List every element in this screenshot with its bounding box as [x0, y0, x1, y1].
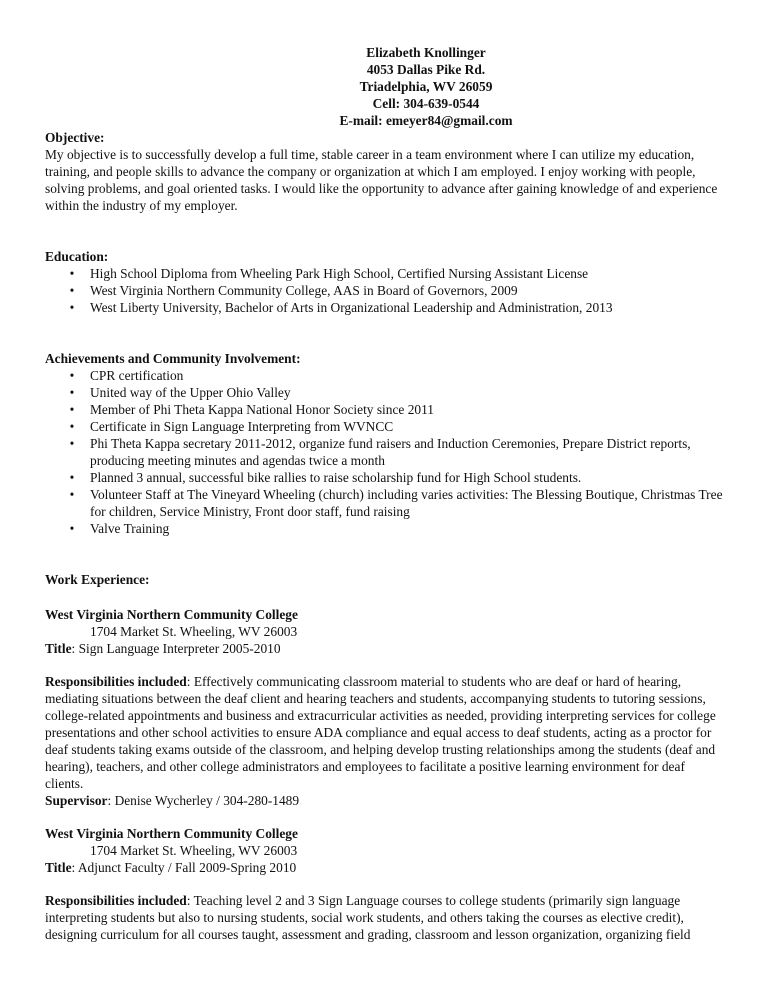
bullet-icon: •	[69, 266, 75, 281]
employer-address: 1704 Market St. Wheeling, WV 26003	[90, 843, 298, 858]
bullet-icon: •	[69, 419, 75, 434]
education-list	[45, 265, 725, 316]
city-state-zip: Triadelphia, WV 26059	[359, 79, 493, 94]
job-entry	[45, 606, 725, 809]
employer-name: West Virginia Northern Community College	[45, 607, 298, 622]
objective-heading: Objective:	[45, 130, 105, 145]
list-item: • West Virginia Northern Community College, AAS in Board of Governors, 2009	[45, 282, 725, 299]
bullet-icon: •	[69, 470, 75, 485]
achievements-list	[45, 367, 725, 537]
work-experience-heading: Work Experience:	[45, 572, 150, 587]
education-heading: Education:	[45, 249, 109, 264]
employer-address: 1704 Market St. Wheeling, WV 26003	[90, 624, 298, 639]
contact-header	[45, 44, 725, 129]
objective-text: My objective is to successfully develop a full time, stable career in a team environment where I can utilize my education, training, and people skills to advance the company or organization at which I am employed. I enjoy working with people, solving problems, and goal oriented tasks. I would like the opportunity to advance after gaining knowledge of and experience within the industry of my employer.	[45, 147, 718, 213]
bullet-icon: •	[69, 300, 75, 315]
job-title: Title: Adjunct Faculty / Fall 2009-Spring 2010	[45, 860, 297, 875]
bullet-icon: •	[69, 521, 75, 536]
list-item: • Planned 3 annual, successful bike rallies to raise scholarship fund for High School students.	[45, 469, 725, 486]
job-supervisor: Supervisor: Denise Wycherley / 304-280-1489	[45, 793, 300, 808]
job-responsibilities: Responsibilities included: Effectively communicating classroom material to students who are deaf or hard of hearing, mediating situations between the deaf client and hearing teachers and students, accompanying students to tutoring sessions, college-related appointments and business and extracurricular activities as needed, providing interpreting services for college presentations and other school activities to ensure ADA compliance and equal access to deaf students, acting as a proctor for deaf students taking exams outside of the classroom, and helping develop trusting relationships among the students (deaf and hearing), teachers, and other college administrators and employees to facilitate a positive learning environment for deaf clients.	[45, 674, 716, 791]
bullet-icon: •	[69, 436, 75, 451]
list-item: • Volunteer Staff at The Vineyard Wheeling (church) including varies activities: The Blessing Boutique, Christmas Tree for children, Service Ministry, Front door staff, fund raising	[45, 486, 725, 520]
cell-phone: Cell: 304-639-0544	[372, 96, 480, 111]
job-responsibilities: Responsibilities included: Teaching level 2 and 3 Sign Language courses to college students (primarily sign language interpreting students but also to nursing students, social work students, and others taking the courses as elective credit), designing curriculum for all courses taught, assessment and grading, classroom and lesson organization, organizing field	[45, 893, 691, 942]
email-address: E-mail: emeyer84@gmail.com	[339, 113, 513, 128]
bullet-icon: •	[69, 283, 75, 298]
bullet-icon: •	[69, 385, 75, 400]
list-item: • West Liberty University, Bachelor of Arts in Organizational Leadership and Administration, 2013	[45, 299, 725, 316]
bullet-icon: •	[69, 402, 75, 417]
applicant-name: Elizabeth Knollinger	[366, 45, 486, 60]
list-item: • Certificate in Sign Language Interpreting from WVNCC	[45, 418, 725, 435]
job-title: Title: Sign Language Interpreter 2005-2010	[45, 641, 281, 656]
list-item: • Member of Phi Theta Kappa National Honor Society since 2011	[45, 401, 725, 418]
bullet-icon: •	[69, 368, 75, 383]
list-item: • High School Diploma from Wheeling Park High School, Certified Nursing Assistant License	[45, 265, 725, 282]
bullet-icon: •	[69, 487, 75, 502]
resume-page	[45, 44, 725, 943]
employer-name: West Virginia Northern Community College	[45, 826, 298, 841]
list-item: • CPR certification	[45, 367, 725, 384]
achievements-heading: Achievements and Community Involvement:	[45, 351, 301, 366]
list-item: • United way of the Upper Ohio Valley	[45, 384, 725, 401]
street-address: 4053 Dallas Pike Rd.	[366, 62, 486, 77]
list-item: • Phi Theta Kappa secretary 2011-2012, organize fund raisers and Induction Ceremonies, Prepare District reports, producing meeting minutes and agendas twice a month	[45, 435, 725, 469]
job-entry	[45, 825, 725, 943]
list-item: • Valve Training	[45, 520, 725, 537]
